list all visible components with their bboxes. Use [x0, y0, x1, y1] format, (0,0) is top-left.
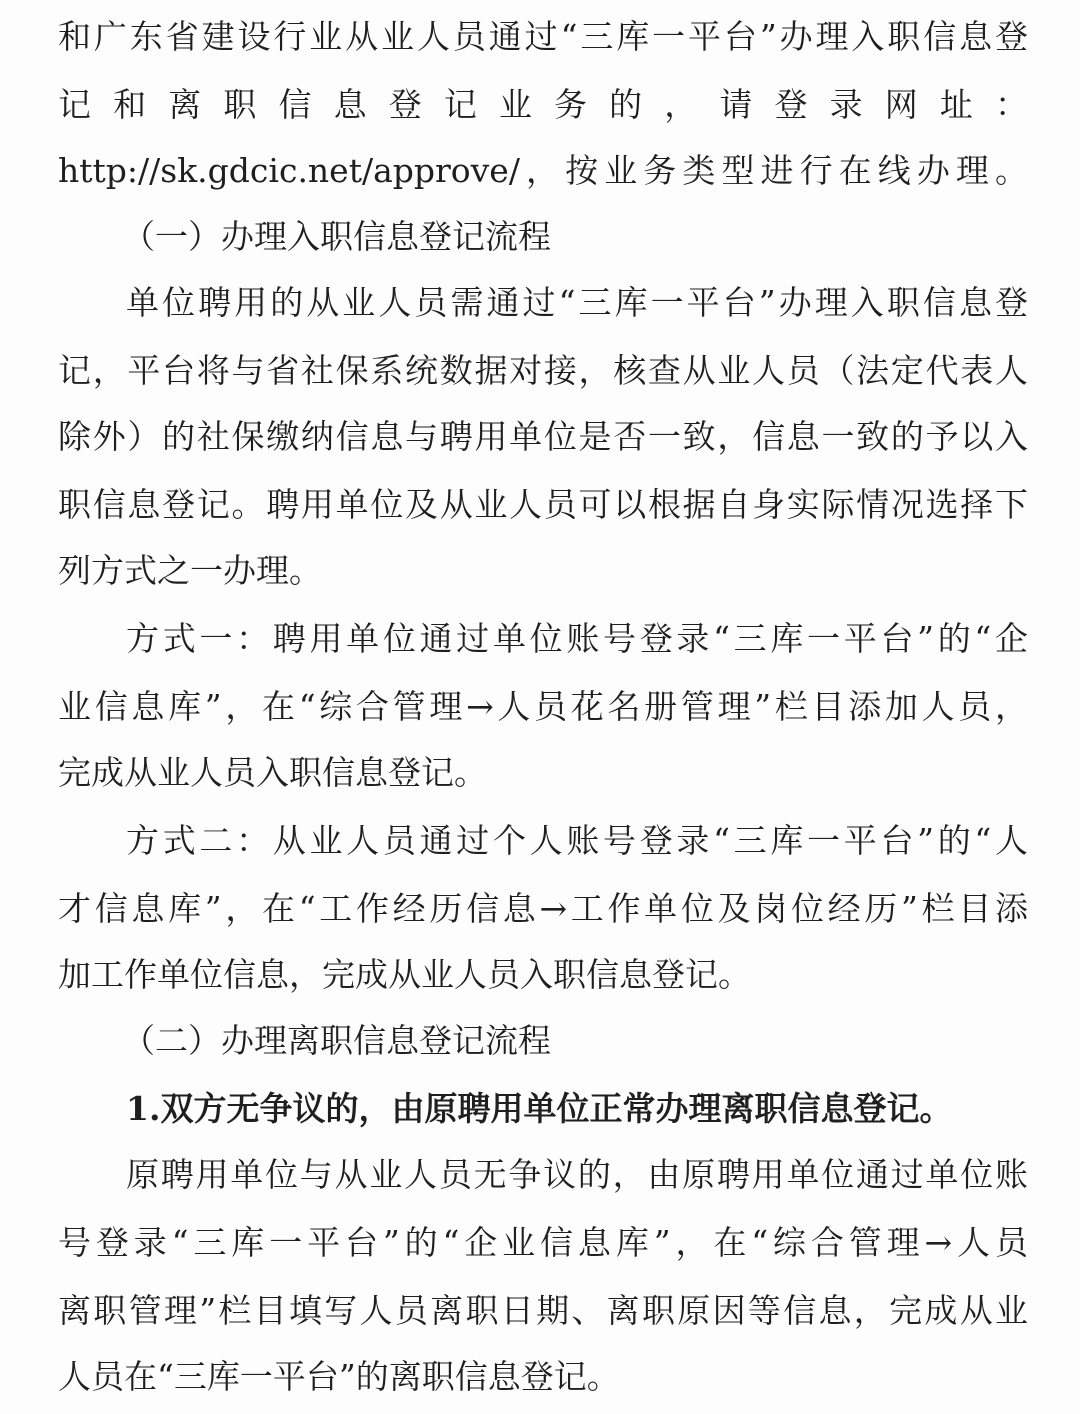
paragraph-line: 列方式之一办理。: [58, 551, 322, 590]
paragraph-line: 和广东省建设行业从业人员通过“三库一平台”办理入职信息登: [58, 17, 1028, 56]
bold-subheading: 1.双方无争议的，由原聘用单位正常办理离职信息登记。: [126, 1089, 953, 1128]
paragraph-line: 方式二：从业人员通过个人账号登录“三库一平台”的“人: [126, 821, 1028, 860]
paragraph-line: 单位聘用的从业人员需通过“三库一平台”办理入职信息登: [126, 283, 1028, 322]
paragraph-line: 原聘用单位与从业人员无争议的，由原聘用单位通过单位账: [126, 1155, 1028, 1194]
paragraph-line: 号登录“三库一平台”的“企业信息库”，在“综合管理→人员: [58, 1223, 1028, 1262]
paragraph-line: 记，平台将与省社保系统数据对接，核查从业人员（法定代表人: [58, 351, 1028, 390]
paragraph-line: 离职管理”栏目填写人员离职日期、离职原因等信息，完成从业: [58, 1291, 1028, 1330]
paragraph-line: 人员在“三库一平台”的离职信息登记。: [58, 1357, 620, 1396]
url-line: http://sk.gdcic.net/approve/，按业务类型进行在线办理。: [58, 151, 1028, 190]
paragraph-line: 业信息库”，在“综合管理→人员花名册管理”栏目添加人员，: [58, 687, 1028, 726]
paragraph-line: 加工作单位信息，完成从业人员入职信息登记。: [58, 955, 751, 994]
paragraph-line: 才信息库”，在“工作经历信息→工作单位及岗位经历”栏目添: [58, 889, 1028, 928]
paragraph-line: 方式一：聘用单位通过单位账号登录“三库一平台”的“企: [126, 619, 1028, 658]
paragraph-line: 记和离职信息登记业务的，请登录网址：: [58, 85, 1028, 124]
paragraph-line: 职信息登记。聘用单位及从业人员可以根据自身实际情况选择下: [58, 485, 1028, 524]
paragraph-line: 除外）的社保缴纳信息与聘用单位是否一致，信息一致的予以入: [58, 417, 1028, 456]
section-heading: （一）办理入职信息登记流程: [122, 217, 551, 256]
section-heading: （二）办理离职信息登记流程: [122, 1021, 551, 1060]
paragraph-line: 完成从业人员入职信息登记。: [58, 753, 487, 792]
